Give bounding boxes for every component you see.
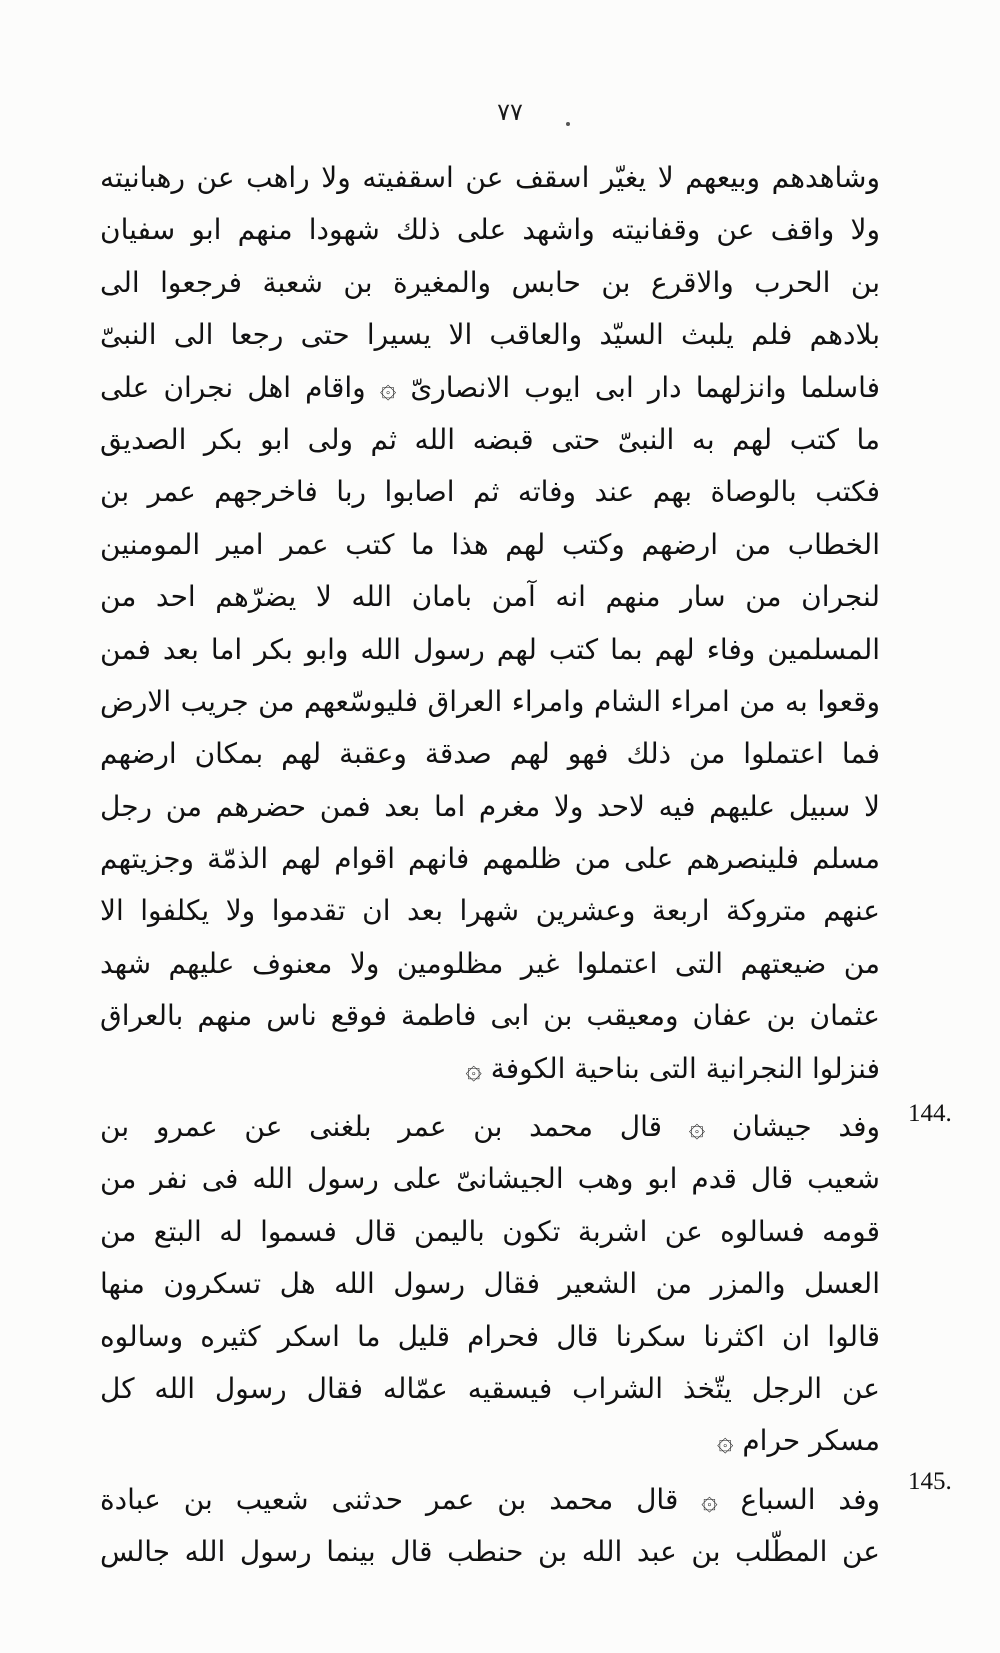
- ink-dot: [566, 122, 570, 126]
- text-line: شعيب قال قدم ابو وهب الجيشانىّ على رسول الله فى نفر من: [100, 1162, 880, 1196]
- text-line: لنجران من سار منهم انه آمن بامان الله لا يضرّهم احد من: [100, 580, 880, 614]
- text-line: فما اعتملوا من ذلك فهو لهم صدقة وعقبة لهم بمكان ارضهم: [100, 737, 880, 771]
- text-line: بلادهم فلم يلبث السيّد والعاقب الا يسيرا حتى رجعا الى النبىّ: [100, 318, 880, 352]
- text-line: وفد السباع ۞ قال محمد بن عمر حدثنى شعيب بن عبادة: [100, 1482, 880, 1516]
- text-line: مسلم فلينصرهم على من ظلمهم فانهم اقوام لهم الذمّة وجزيتهم: [100, 842, 880, 876]
- text-line: عن المطّلب بن عبد الله بن حنطب قال بينما رسول الله جالس: [100, 1535, 880, 1569]
- text-line: الخطاب من ارضهم وكتب لهم هذا ما كتب عمر امير المومنين: [100, 527, 880, 561]
- text-line: بن الحرب والاقرع بن حابس والمغيرة بن شعبة فرجعوا الى: [100, 265, 880, 299]
- page-number: ٧٧: [497, 98, 523, 126]
- text-line: ولا واقف عن وقفانيته واشهد على ذلك شهودا منهم ابو سفيان: [100, 213, 880, 247]
- text-line: مسكر حرام ۞: [717, 1424, 880, 1458]
- text-line: عثمان بن عفان ومعيقب بن ابى فاطمة فوقع ناس منهم بالعراق: [100, 999, 880, 1033]
- text-line: وشاهدهم وبيعهم لا يغيّر اسقف عن اسقفيته ولا راهب عن رهبانيته: [100, 161, 880, 194]
- text-line: وقعوا به من امراء الشام وامراء العراق فليوسّعهم من جريب الارض: [100, 684, 880, 718]
- text-line: عنهم متروكة اربعة وعشرين شهرا بعد ان تقدموا ولا يكلفوا الا: [100, 894, 880, 928]
- main-text: [100, 152, 880, 1579]
- text-line: عن الرجل يتّخذ الشراب فيسقيه عمّاله فقال رسول الله كل: [100, 1371, 880, 1405]
- text-line: العسل والمزر من الشعير فقال رسول الله هل تسكرون منها: [100, 1267, 880, 1301]
- text-line: من ضيعتهم التى اعتملوا غير مظلومين ولا معنوف عليهم شهد: [100, 946, 880, 980]
- text-line: فكتب بالوصاة بهم عند وفاته ثم اصابوا ربا فاخرجهم عمر بن: [100, 475, 880, 509]
- text-line: فنزلوا النجرانية التى بناحية الكوفة ۞: [465, 1051, 880, 1085]
- text-line: المسلمين وفاء لهم بما كتب لهم رسول الله وابو بكر اما بعد فمن: [100, 632, 880, 666]
- text-line: ما كتب لهم به النبىّ حتى قبضه الله ثم ولى ابو بكر الصديق: [100, 422, 880, 456]
- text-line: قالوا ان اكثرنا سكرنا قال فحرام قليل ما اسكر كثيره وسالوه: [100, 1319, 880, 1353]
- text-line: فاسلما وانزلهما دار ابى ايوب الانصارىّ ۞ واقام اهل نجران على: [100, 370, 880, 404]
- text-line: قومه فسالوه عن اشربة تكون باليمن قال فسموا له البتع من: [100, 1214, 880, 1248]
- text-line: لا سبيل عليهم فيه لاحد ولا مغرم اما بعد فمن حضرهم من رجل: [100, 789, 880, 823]
- section-number-145: 145.: [908, 1468, 952, 1495]
- section-number-144: 144.: [908, 1100, 952, 1127]
- text-line: وفد جيشان ۞ قال محمد بن عمر بلغنى عن عمرو بن: [100, 1110, 880, 1144]
